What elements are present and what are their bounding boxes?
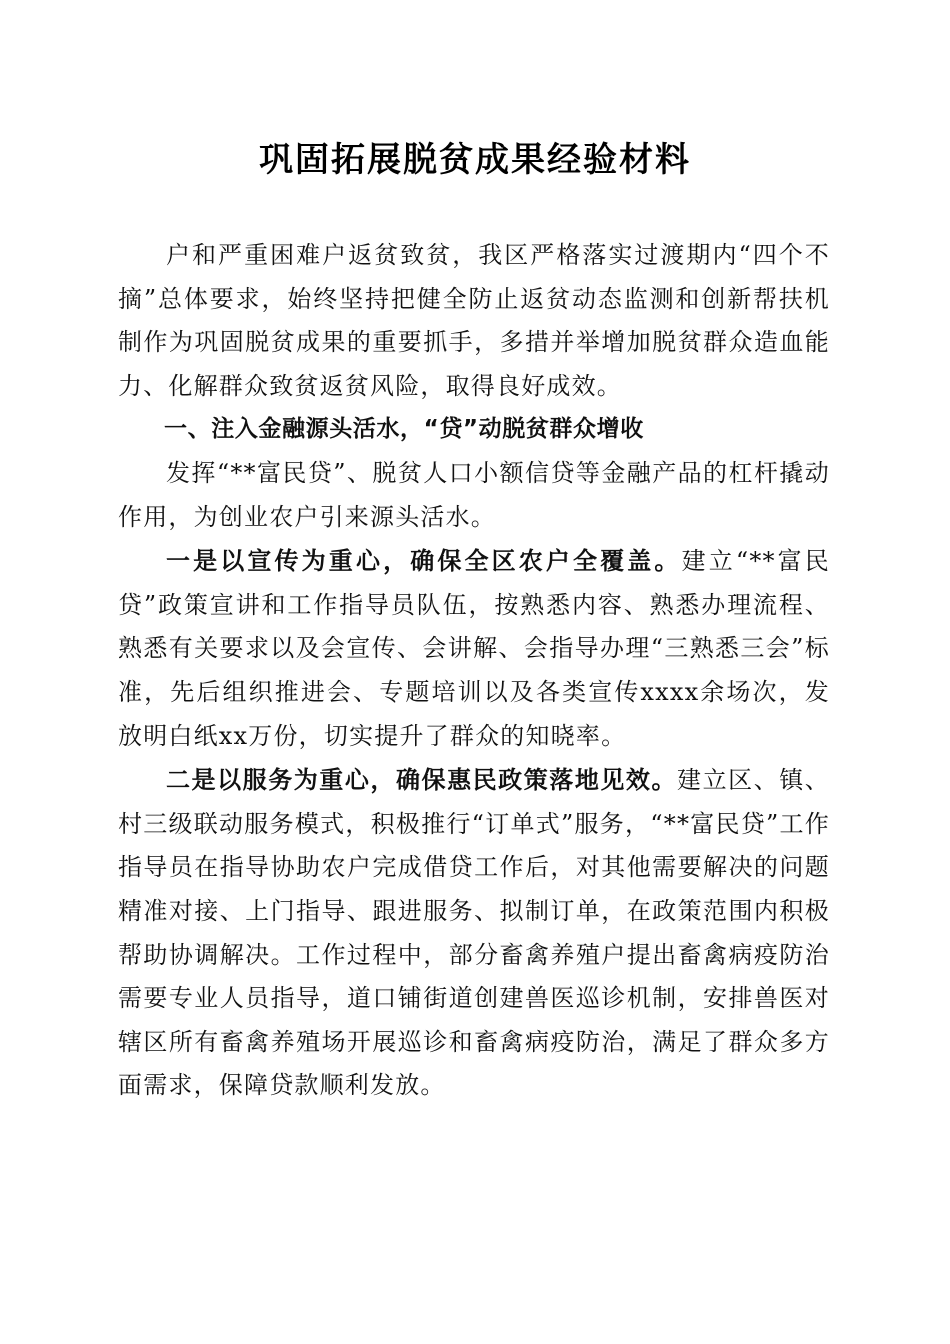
section-1-intro-paragraph: 发挥“**富民贷”、脱贫人口小额信贷等金融产品的杠杆撬动作用，为创业农户引来源头活水。: [118, 458, 830, 531]
document-title: 巩固拓展脱贫成果经验材料: [259, 140, 691, 180]
section-1-heading: 一、注入金融源头活水，“贷”动脱贫群众增收: [164, 416, 644, 443]
point-1-paragraph: [118, 539, 830, 758]
point-2-paragraph: [118, 758, 830, 1108]
point-1-body: 建立“**富民贷”政策宣讲和工作指导员队伍，按熟悉内容、熟悉办理流程、熟悉有关要求以及会宣传、会讲解、会指导办理“三熟悉三会”标准，先后组织推进会、专题培训以及各类宣传xxxx余场次，发放明白纸xx万份，切实提升了群众的知晓率。: [118, 547, 830, 750]
point-2-body: 建立区、镇、村三级联动服务模式，积极推行“订单式”服务，“**富民贷”工作指导员在指导协助农户完成借贷工作后，对其他需要解决的问题精准对接、上门指导、跟进服务、拟制订单，在政策范围内积极帮助协调解决。工作过程中，部分畜禽养殖户提出畜禽病疫防治需要专业人员指导，道口铺街道创建兽医巡诊机制，安排兽医对辖区所有畜禽养殖场开展巡诊和畜禽病疫防治，满足了群众多方面需求，保障贷款顺利发放。: [118, 766, 831, 1100]
intro-paragraph: 户和严重困难户返贫致贫，我区严格落实过渡期内“四个不摘”总体要求，始终坚持把健全防止返贫动态监测和创新帮扶机制作为巩固脱贫成果的重要抓手，多措并举增加脱贫群众造血能力、化解群众致贫返贫风险，取得良好成效。: [118, 241, 830, 400]
point-1-lead: 一是以宣传为重心，确保全区农户全覆盖。: [166, 546, 682, 576]
document-body: [118, 234, 830, 1108]
point-2-lead: 二是以服务为重心，确保惠民政策落地见效。: [166, 765, 678, 795]
